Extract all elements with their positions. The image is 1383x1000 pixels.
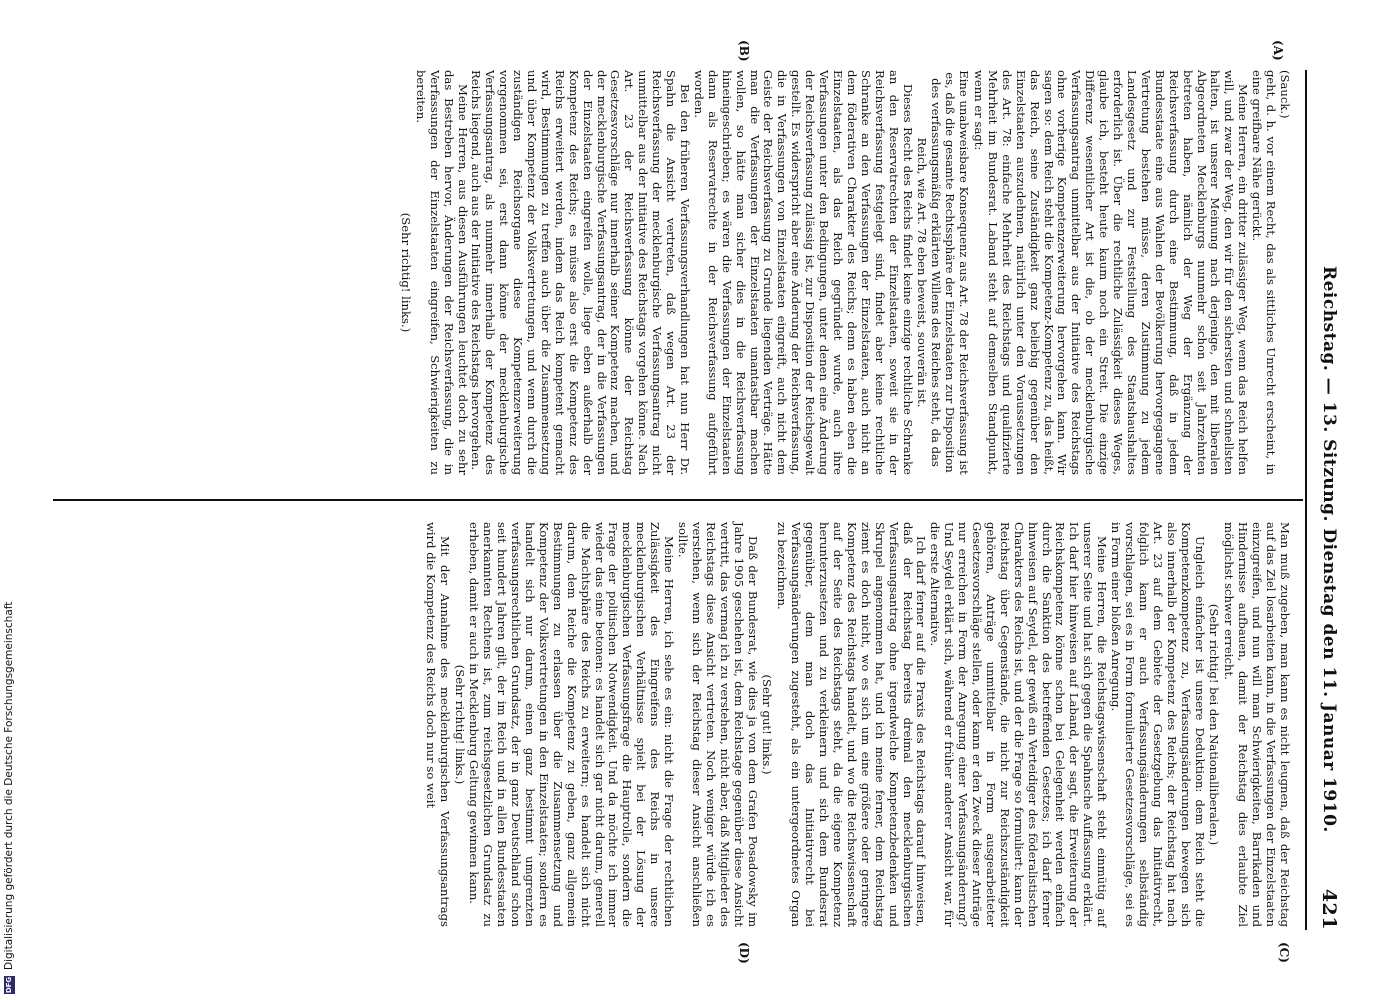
paragraph: Bei den früheren Verfassungsverhandlungen hat nun Herr Dr. Spahn die Ansicht vertreten, daß wegen Art. 23 der Reichsverfassung der mecklenburgische Verfassungsantrag nicht unmittelbar aus der Initiative des Reichstags vorgehen könne. Nach Art. 23 der Reichsverfassung könne der Reichstag Gesetzesvorschläge nur innerhalb seiner Kompetenz machen, und der mecklenburgische Verfassungsantrag, der in die Verfassungen der Einzelstaaten eingreifen wolle, liege eben außerhalb der Kompetenz des Reichs; es müsse also erst die Kompetenz des Reichs erweitert werden, indem das Reich kompetent gemacht wird, Bestimmungen zu treffen auch über die Zusammensetzung und über Kompetenz der Volksvertretungen, und wenn durch die zuständigen Reichsorgane diese Kompetenzerweiterung vorgenommen sei, erst dann könne der mecklenburgische Verfassungsantrag, als nunmehr innerhalb der Kompetenz des Reichs liegend, auch aus der Initiative des Reichstags hervorgehen. — [469, 70, 693, 475]
paragraph: Man muß zugeben, man kann es nicht leugnen, daß der Reichstag auf das Ziel losarbeiten kann, in die Verfassungen der Einzelstaaten einzugreifen, und nun will man Schwierigkeiten, Barrikaden und Hindernisse aufbauen, damit der Reichstag dies erlaubte Ziel möglichst schwer erreicht. — [1222, 522, 1292, 927]
interjection: (Sehr gut! links.) — [760, 674, 775, 775]
interjection: (Sehr richtig! links.) — [398, 212, 413, 333]
paragraph: geht, d. h. vor einem Recht, das als sittliches Unrecht erscheint, in eine greifbare Nähe gerückt. — [1250, 70, 1279, 475]
margin-mark-b: (B) — [737, 40, 751, 62]
margin-mark-a: (A) — [1271, 40, 1285, 61]
left-column — [397, 70, 1291, 475]
paragraph: Meine Herren, die Reichstagswissenschaft steht einmütig auf unserer Seite und hat sich gegen die Spahnsche Auffassung erklärt. Ich darf hier hinweisen auf Laband, der sagt, die Erweiterung der Reichskompetenz könne schon bei Gelegenheit werden einfach durch die Sanktion des betreffenden Gesetzes; ich darf ferner hinweisen auf Seydel, der gewiß ein Verteidiger des föderalistischen Charakters des Reichs ist, und der die Frage so formuliert: kann der Reichstag über Gegenstände, die nicht zur Reichszuständigkeit gehören, Anträge unmittelbar in Form ausgearbeiteter Gesetzesvorschläge stellen, oder kann er den Zweck dieser Anträge nur erreichen in Form der Anregung einer Verfassungsänderung? Und Seydel erklärt sich, während er früher anderer Ansicht war, für die erste Alternative. — [928, 522, 1110, 927]
paragraph: Meine Herren, ich sehe es ein: nicht die Frage der rechtlichen Zulässigkeit des Eingreifens des Reichs in unsere mecklenburgischen Verhältnisse spielt bei der Lösung der mecklenburgischen Verfassungsfrage die Hauptrolle, sondern die Frage der politischen Notwendigkeit. Und da möchte ich immer wieder das eine betonen: es handelt sich gar nicht darum, generell die Machtsphäre des Reichs zu erweitern; es handelt sich nicht darum, dem Reiche die Kompetenz zu geben, ganz allgemein Bestimmungen zu erlassen über die Zusammensetzung und Kompetenz der Volksvertretungen in den Einzelstaaten; sondern es handelt sich nur darum, einen ganz bestimmt umgrenzten verfassungsrechtlichen Grundsatz, der in ganz Deutschland schon seit hundert Jahren gilt, der im Reich und in allen Bundesstaaten anerkannten Rechtens ist, zum reichsgesetzlichen Grundsatz zu erheben, damit er auch in Mecklenburg Geltung gewinnen kann. — [467, 522, 677, 927]
page-number: 421 — [1318, 888, 1340, 930]
dfg-logo: DFG — [4, 976, 13, 994]
header-title: Reichstag. — 13. Sitzung. Dienstag den 11. Januar 1910. — [1319, 265, 1339, 833]
attribution-text: Digitalisierung gefördert durch die Deutsche Forschungsgemeinschaft — [3, 601, 15, 970]
paragraph: Ich darf ferner auf die Praxis des Reichstags darauf hinweisen, daß der Reichstag bereits dreimal den mecklenburgischen Verfassungsantrag ohne irgendwelche Kompetenzbedenken und Skrupel angenommen hat, und ich meine ferner, dem Reichstag ziemt es doch nicht, wo es sich um eine größere oder geringere Kompetenz des Reichstags handelt, und wo die Reichswissenschaft auf der Seite des Reichstags steht, da die eigene Kompetenz herunterzusetzen und zu verkleinern und sich dem Bundesrat gegenüber, dem man doch das Initiativrecht bei Verfassungsänderungen zugesteht, als ein untergeordnetes Organ zu bezeichnen. — [775, 522, 929, 927]
paragraph: Mit der Annahme des mecklenburgischen Verfassungsantrags wird die Kompetenz des Reichs doch nur so weit — [423, 522, 452, 927]
paragraph: (Sauck.) — [1278, 70, 1292, 119]
interjection: (Sehr richtig! links.) — [452, 664, 467, 785]
page-header — [1309, 70, 1349, 930]
paragraph: Ungleich einfacher ist unsere Deduktion: dem Reich steht die Kompetenzkompetenz zu, Verfassungsänderungen bewegen sich also innerhalb der Kompetenz des Reichs; der Reichstag hat nach Art. 23 auf dem Gebiete der Gesetzgebung das Initiativrecht, folglich kann er auch Verfassungsänderungen selbständig vorschlagen, sei es in Form formulierter Gesetzesvorschläge, sei es in Form einer bloßen Anregung. — [1109, 522, 1207, 927]
interjection: (Sehr richtig! bei den Nationalliberalen.) — [1207, 603, 1222, 846]
column-divider — [53, 499, 1303, 501]
paragraph: Meine Herren, aus diesen Ausführungen leuchtet doch zu sehr das Bestreben hervor, Änderungen der Reichsverfassung, die in Verfassungen der Einzelstaaten eingreifen, Schwierigkeiten zu bereiten. — [413, 70, 470, 475]
margin-mark-c: (C) — [1277, 942, 1291, 963]
paragraph: Meine Herren, ein dritter zulässiger Weg, wenn das Reich helfen will, und zwar der Weg, den wir für den sichersten und schnellsten halten, ist unserer Meinung nach derjenige, den mit liberalen Abgeordneten Mecklenburgs nunmehr schon seit Jahrzehnten betreten haben, nämlich der Weg der Ergänzung der Reichsverfassung durch eine Bestimmung, daß in jedem Bundesstaate eine aus Wahlen der Bevölkerung hervorgegangene Vertretung bestehen müsse, deren Zustimmung zu jedem Landesgesetz und zur Feststellung des Staatshaushaltes erforderlich ist. Über die rechtliche Zulässigkeit dieses Weges, glaube ich, besteht heute kaum noch ein Streit. Die einzige Differenz wesentlicher Art ist die, ob der mecklenburgische Verfassungsantrag unmittelbar aus der Initiative des Reichstags ohne vorherige Kompetenzerweiterung hervorgehen kann. Wir sagen so: dem Reich steht die Kompetenz-Kompetenz zu, das heißt, das Reich, seine Zuständigkeit ganz beliebig gegenüber den Einzelstaaten auszudehnen, natürlich unter den Voraussetzungen des Art. 78: einfache Mehrheit des Reichstags und qualifizierte Mehrheit im Bundesrat. Laband steht auf demselben Standpunkt, wenn er sagt: — [972, 70, 1251, 475]
header-rule — [1305, 70, 1307, 930]
paragraph: Daß der Bundesrat, wie dies ja von dem Grafen Posadowsky im Jahre 1905 geschehen ist, dem Reichstage gegenüber diese Ansicht vertritt, das vermag ich zu verstehen, nicht aber, daß Mitglieder des Reichstags diese Ansicht vertreten. Noch weniger würde ich es verstehen, wenn sich der Reichstag dieser Ansicht anschließen sollte. — [676, 522, 760, 927]
newspaper-page — [49, 40, 1349, 964]
interjection: Eine unabweisbare Konsequenz aus Art. 78 der Reichsverfassung ist es, daß die gesamte Rechtssphäre der Einzelstaaten zur Disposition des verfassungsmäßig erklärten Willens des Reiches steht, da das Reich, wie Art. 78 eben beweist, souverän ist. — [915, 70, 972, 475]
right-column — [423, 522, 1291, 927]
paragraph: Dieses Recht des Reichs findet keine einzige rechtliche Schranke an den Reservatrechten der Einzelstaaten, soweit sie in der Reichsverfassung festgelegt sind, findet aber keine rechtliche Schranke an den Verfassungen der Einzelstaaten, auch nicht an dem föderativen Charakter des Reichs; denn es haben eben die Einzelstaaten, als das Reich gegründet wurde, auch ihre Verfassungen unter den Bedingungen, unter denen eine Änderung der Reichsverfassung zulässig ist, zur Disposition der Reichsgewalt gestellt. Es widerspricht aber eine Änderung der Reichsverfassung, die in Verfassungen von Einzelstaaten eingreift, auch nicht dem Geiste der Reichsverfassung zu Grunde liegenden Verträge. Hätte man die Verfassungen der Einzelstaaten unantastbar machen wollen, so hätte man sicher dies in die Reichsverfassung hineingeschrieben; es wären die Verfassungen der Einzelstaaten dann als Reservatrechte in der Reichsverfassung aufgeführt worden. — [691, 70, 915, 475]
attribution-strip — [2, 4, 16, 994]
margin-mark-d: (D) — [737, 942, 751, 964]
